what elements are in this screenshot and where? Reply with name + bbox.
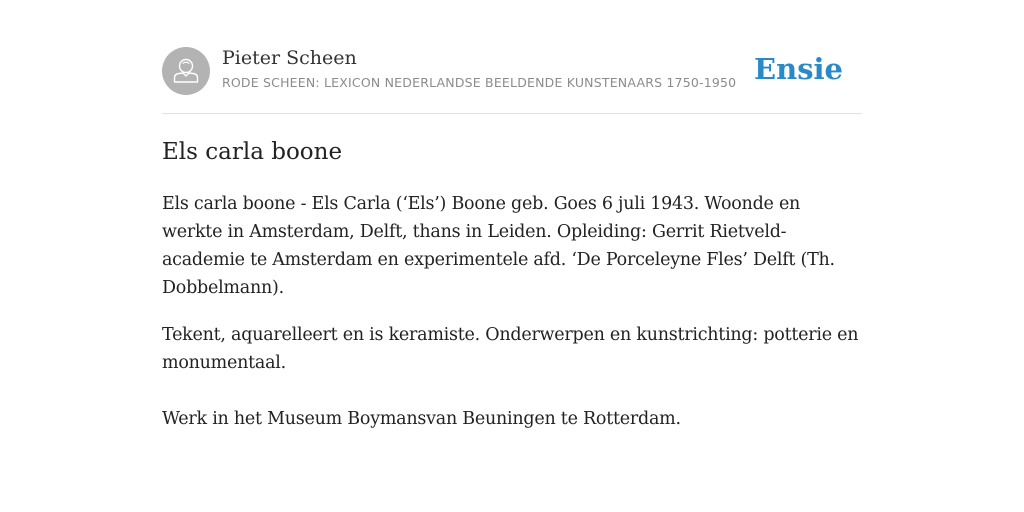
article-paragraph: Els carla boone - Els Carla (‘Els’) Boone geb. Goes 6 juli 1943. Woonde en werkte in Amsterdam, Delft, thans in Leiden. Opleiding: Gerrit Rietveld-academie te Amsterdam en experimentele afd. ‘De Porceleyne Fles’ Delft (Th. Dobbelmann). (162, 194, 835, 298)
article-paragraph: Tekent, aquarelleert en is keramiste. Onderwerpen en kunstrichting: potterie en monumentaal. (162, 325, 859, 373)
article-paragraph: Werk in het Museum Boymansvan Beuningen te Rotterdam. (162, 409, 681, 429)
source-label[interactable]: RODE SCHEEN: LEXICON NEDERLANDSE BEELDENDE KUNSTENAARS 1750-1950 (222, 75, 737, 90)
article-body (162, 190, 862, 433)
user-icon (162, 47, 210, 95)
author-name[interactable]: Pieter Scheen (222, 47, 357, 69)
article-header (162, 46, 862, 114)
ensie-logo[interactable]: Ensie (754, 52, 843, 86)
article-title: Els carla boone (162, 139, 343, 165)
author-avatar[interactable] (162, 47, 210, 95)
